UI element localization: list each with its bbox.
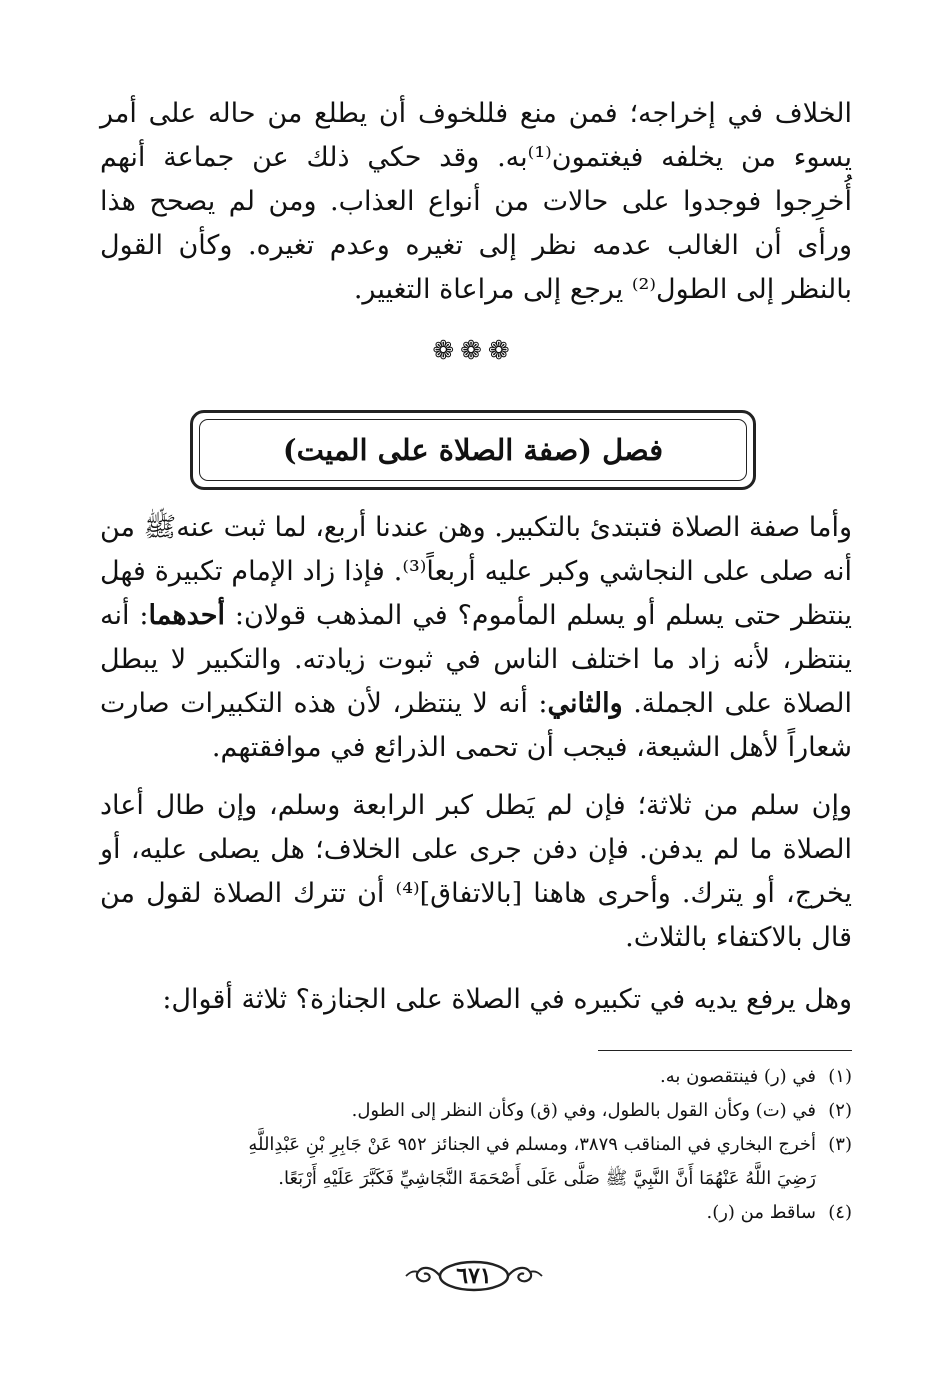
section-heading-inner-frame [199,419,747,481]
footnotes [100,1060,852,1230]
para2-bold-first-opinion: أحدهما [148,600,225,631]
intro-paragraph: الخلاف في إخراجه؛ فمن منع فللخوف أن يطلع من حاله على أمر يسوء من يخلفه فيغتمون⁽¹⁾به. وقد حكي ذلك عن جماعة أنهم أُخرِجوا فوجدوا على حالات من أنواع العذاب. ومن لم يصحح هذا ورأى أن الغالب عدمه نظر إلى تغيره وعدم تغيره. وكأن القول بالنظر إلى الطول⁽²⁾ يرجع إلى مراعاة التغيير. [100,98,852,305]
footnote-text: في (ت) وكأن القول بالطول، وفي (ق) وكأن النظر إلى الطول. [351,1100,816,1121]
page-number-ornament [404,1258,544,1294]
para2-text-part2: : أنه ينتظر، لأنه زاد ما اختلف الناس في ثبوت زيادته. والتكبير لا يبطل الصلاة على الجملة. [100,600,852,719]
footnote-number: (٣) [828,1134,852,1155]
page-number: ٦٧١ [456,1263,492,1289]
para2-bold-second-opinion: والثاني [547,688,623,719]
footnote-text: في (ر) فينتقصون به. [659,1066,816,1087]
section-heading: فصل (صفة الصلاة على الميت) [282,433,664,467]
body-paragraph-salutation: وإن سلم من ثلاثة؛ فإن لم يَطل كبر الرابعة وسلم، وإن طال أعاد الصلاة ما لم يدفن. فإن دفن جرى على الخلاف؛ هل يصلى عليه، أو يخرج، أو يترك. وأحرى هاهنا [بالاتفاق]⁽⁴⁾ أن تترك الصلاة لقول من قال بالاكتفاء بالثلاث. [100,790,852,953]
footnote-hadith-text: رَضِيَ اللَّهُ عَنْهُمَا أَنَّ النَّبِيَّ ﷺ صَلَّى عَلَى أَصْحَمَةَ النَّجَاشِيِّ فَكَبَّرَ عَلَيْهِ أَرْبَعًا. [278,1168,816,1189]
footnote-number: (٢) [828,1100,852,1121]
footnote-number: (١) [828,1066,852,1087]
para2-text-part3: : أنه لا ينتظر، لأن هذه التكبيرات صارت شعاراً لأهل الشيعة، فيجب أن تحمى الذرائع في موافقتهم. [100,688,852,763]
footnote-item [100,1094,852,1128]
footnote-text: ساقط من (ر). [706,1202,816,1223]
para2-text-part1: وأما صفة الصلاة فتبتدئ بالتكبير. وهن عندنا أربع، لما ثبت عنهﷺ من أنه صلى على النجاشي وكبر عليه أربعاً⁽³⁾. فإذا زاد الإمام تكبيرة فهل ينتظر حتى يسلم أو يسلم المأموم؟ في المذهب قولان: [100,512,853,631]
body-paragraph-raising-hands: وهل يرفع يديه في تكبيره في الصلاة على الجنازة؟ ثلاثة أقوال: [162,984,852,1015]
footnote-item [100,1128,852,1196]
footnote-item [100,1060,852,1094]
section-separator: ❁❁❁ [432,336,516,366]
section-heading-frame [190,410,756,490]
body-paragraph-prayer-description [100,506,852,776]
footnote-text-block [100,1128,816,1196]
footnote-separator-rule [598,1050,852,1051]
footnote-text: أخرج البخاري في المناقب ٣٨٧٩، ومسلم في الجنائز ٩٥٢ عَنْ جَابِرِ بْنِ عَبْدِاللَّهِ [248,1134,816,1155]
footnote-number: (٤) [828,1202,852,1223]
footnote-item [100,1196,852,1230]
